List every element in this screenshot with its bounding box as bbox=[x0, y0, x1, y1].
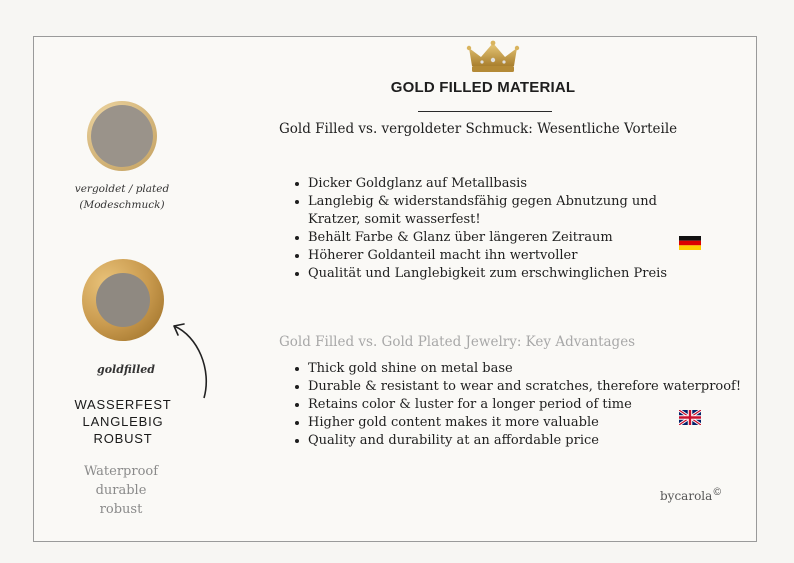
english-advantages-list bbox=[294, 360, 741, 450]
germany-flag-icon bbox=[679, 236, 701, 250]
plated-caption bbox=[62, 181, 182, 213]
list-item: Qualität und Langlebigkeit zum erschwinglichen Preis bbox=[294, 265, 667, 283]
property-robust-de: ROBUST bbox=[93, 431, 153, 446]
german-advantages-list bbox=[294, 175, 667, 283]
page-title: GOLD FILLED MATERIAL bbox=[390, 79, 576, 96]
list-item: Dicker Goldglanz auf Metallbasis bbox=[294, 175, 667, 193]
properties-english bbox=[66, 462, 176, 519]
list-item: Langlebig & widerstandsfähig gegen Abnutzung und bbox=[294, 193, 667, 211]
property-waterproof-en: Waterproof bbox=[83, 464, 159, 479]
copyright-mark: © bbox=[712, 487, 723, 498]
goldfilled-caption: goldfilled bbox=[97, 363, 155, 376]
list-item: Behält Farbe & Glanz über längeren Zeitraum bbox=[294, 229, 667, 247]
list-item: Durable & resistant to wear and scratches, therefore waterproof! bbox=[294, 378, 741, 396]
property-durable-de: LANGLEBIG bbox=[82, 414, 164, 429]
property-robust-en: robust bbox=[99, 502, 143, 517]
english-heading: Gold Filled vs. Gold Plated Jewelry: Key Advantages bbox=[279, 334, 636, 350]
properties-german bbox=[62, 396, 184, 447]
plated-caption-line2: (Modeschmuck) bbox=[79, 199, 165, 211]
list-item: Higher gold content makes it more valuable bbox=[294, 414, 741, 432]
list-item-continuation: Kratzer, somit wasserfest! bbox=[308, 212, 481, 227]
brand-signature bbox=[660, 487, 722, 503]
property-waterproof-de: WASSERFEST bbox=[74, 397, 172, 412]
curved-arrow-icon bbox=[168, 318, 214, 402]
page-subtitle: Gold Filled vs. vergoldeter Schmuck: Wesentliche Vorteile bbox=[279, 121, 678, 137]
uk-flag-icon bbox=[679, 410, 701, 425]
list-item: Thick gold shine on metal base bbox=[294, 360, 741, 378]
crown-icon bbox=[466, 40, 520, 74]
brand-name: bycarola bbox=[660, 489, 713, 503]
goldfilled-sample-coin bbox=[81, 258, 165, 342]
list-item: Höherer Goldanteil macht ihn wertvoller bbox=[294, 247, 667, 265]
title-divider bbox=[418, 111, 552, 112]
plated-caption-line1: vergoldet / plated bbox=[74, 183, 170, 195]
property-durable-en: durable bbox=[95, 483, 147, 498]
list-item: Retains color & luster for a longer period of time bbox=[294, 396, 741, 414]
list-item: Quality and durability at an affordable price bbox=[294, 432, 741, 450]
plated-sample-coin bbox=[86, 100, 158, 172]
